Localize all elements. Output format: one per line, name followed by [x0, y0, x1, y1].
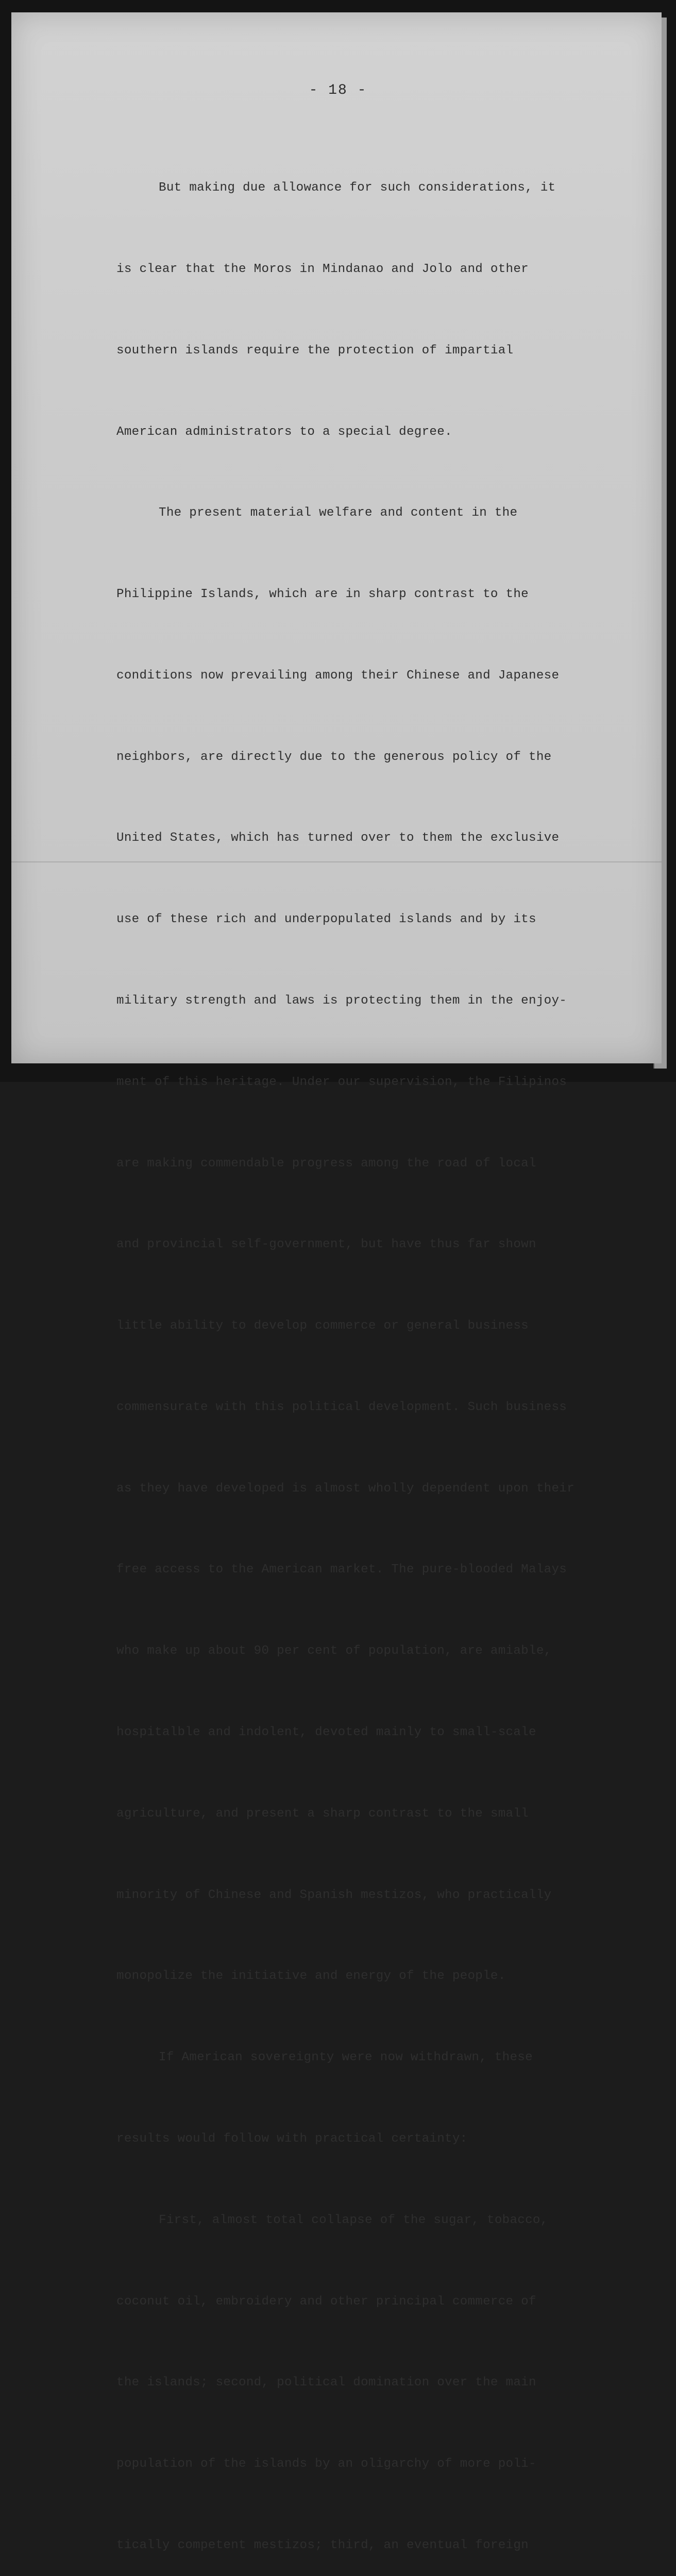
text-line: United States, which has turned over to them the exclusive	[116, 831, 560, 845]
text-line: The present material welfare and content in the	[159, 506, 518, 520]
text-line: ment of this heritage. Under our supervision, the Filipinos	[116, 1075, 567, 1089]
typewritten-body	[116, 121, 611, 2576]
text-line: is clear that the Moros in Mindanao and Jolo and other	[116, 262, 529, 276]
text-line: But making due allowance for such considerations, it	[159, 181, 556, 195]
text-line: use of these rich and underpopulated islands and by its	[116, 912, 536, 927]
text-line: results would follow with practical certainty:	[116, 2131, 468, 2146]
text-line: monopolize the initiative and energy of the people.	[116, 1969, 506, 1984]
text-line: neighbors, are directly due to the generous policy of the	[116, 750, 552, 764]
text-line: conditions now prevailing among their Chinese and Japanese	[116, 668, 560, 683]
text-line: military strength and laws is protecting them in the enjoy-	[116, 994, 567, 1008]
text-line: hospitalble and indolent, devoted mainly to small-scale	[116, 1725, 536, 1740]
text-line: tically competent mestizos; third, an eventual foreign	[116, 2538, 529, 2552]
text-line: If American sovereignty were now withdrawn, these	[159, 2050, 533, 2065]
page-number: - 18 -	[309, 82, 367, 98]
text-line: coconut oil, embroidery and other principal commerce of	[116, 2294, 536, 2309]
text-line: minority of Chinese and Spanish mestizos, who practically	[116, 1888, 552, 1902]
text-line: southern islands require the protection of impartial	[116, 343, 514, 358]
text-line: and provincial self-government, but have thus far shown	[116, 1238, 536, 1252]
text-line: who make up about 90 per cent of population, are amiable,	[116, 1644, 552, 1658]
text-line: as they have developed is almost wholly dependent upon their	[116, 1481, 574, 1496]
text-line: free access to the American market. The pure-blooded Malays	[116, 1563, 567, 1577]
text-line: the islands; second, political domination over the main	[116, 2376, 536, 2390]
text-line: American administrators to a special degree.	[116, 425, 452, 439]
text-line: are making commendable progress among the road of local	[116, 1156, 536, 1171]
text-line: First, almost total collapse of the sugar, tobacco,	[159, 2213, 548, 2227]
text-line: Philippine Islands, which are in sharp contrast to the	[116, 587, 529, 602]
text-line: population of the islands by an oligarchy of more poli-	[116, 2457, 536, 2471]
text-line: commensurate with this political development. Such business	[116, 1400, 567, 1414]
text-line: little ability to develop commerce or general business	[116, 1319, 529, 1333]
text-line: agriculture, and present a sharp contrast to the small	[116, 1806, 529, 1821]
